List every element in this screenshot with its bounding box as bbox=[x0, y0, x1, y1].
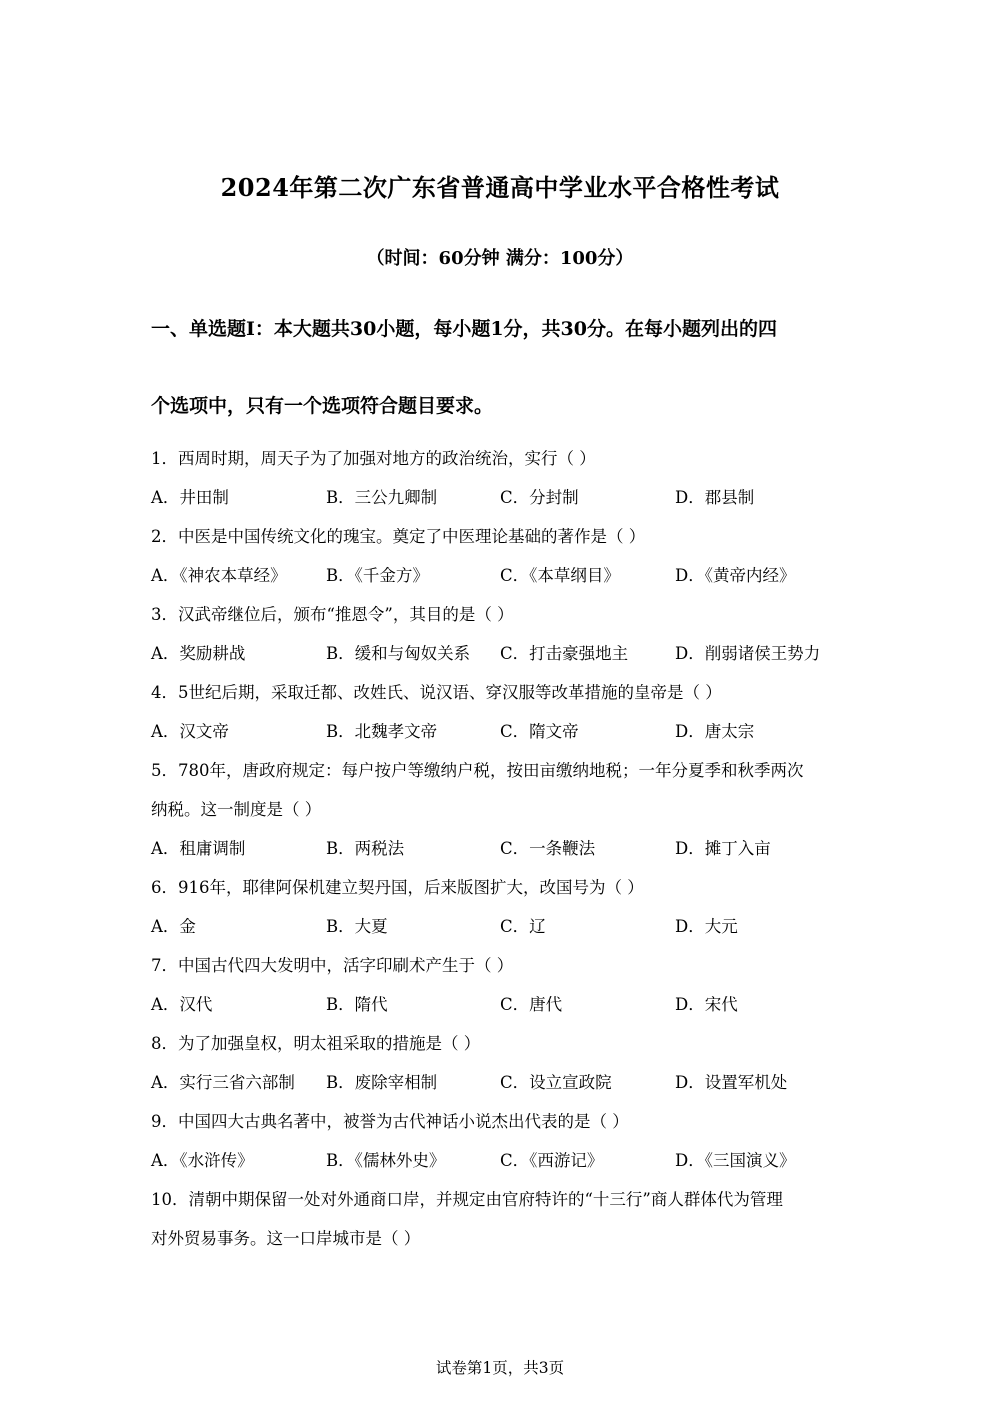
option-c: C．隋文帝 bbox=[500, 722, 579, 741]
option-d: D．《三国演义》 bbox=[675, 1151, 796, 1170]
question-1-text: 1．西周时期，周天子为了加强对地方的政治统治，实行（ ） bbox=[151, 449, 596, 468]
option-b: B．《儒林外史》 bbox=[326, 1151, 446, 1170]
option-b: B．大夏 bbox=[326, 917, 388, 936]
option-a: A．汉文帝 bbox=[151, 722, 229, 741]
section-heading-line-1: 一、单选题Ⅰ：本大题共30小题，每小题1分，共30分。在每小题列出的四 bbox=[151, 318, 777, 340]
option-c: C．打击豪强地主 bbox=[500, 644, 629, 663]
question-6-text: 6．916年，耶律阿保机建立契丹国，后来版图扩大，改国号为（ ） bbox=[151, 878, 644, 897]
option-b: B．两税法 bbox=[326, 839, 405, 858]
option-a: A．实行三省六部制 bbox=[151, 1073, 295, 1092]
option-c: C．《西游记》 bbox=[500, 1151, 604, 1170]
option-d: D．唐太宗 bbox=[675, 722, 755, 741]
option-d: D．设置军机处 bbox=[675, 1073, 788, 1092]
option-c: C．设立宣政院 bbox=[500, 1073, 612, 1092]
option-d: D．《黄帝内经》 bbox=[675, 566, 796, 585]
option-d: D．郡县制 bbox=[675, 488, 755, 507]
option-b: B．废除宰相制 bbox=[326, 1073, 438, 1092]
option-c: C．《本草纲目》 bbox=[500, 566, 620, 585]
option-a: A．租庸调制 bbox=[151, 839, 246, 858]
option-a: A．奖励耕战 bbox=[151, 644, 246, 663]
option-c: C．分封制 bbox=[500, 488, 579, 507]
option-a: A．汉代 bbox=[151, 995, 213, 1014]
option-d: D．削弱诸侯王势力 bbox=[675, 644, 821, 663]
question-9-text: 9．中国四大古典名著中，被誉为古代神话小说杰出代表的是（ ） bbox=[151, 1112, 629, 1131]
option-d: D．摊丁入亩 bbox=[675, 839, 771, 858]
question-7-text: 7．中国古代四大发明中，活字印刷术产生于（ ） bbox=[151, 956, 514, 975]
question-5-text-line-2: 纳税。这一制度是（ ） bbox=[151, 800, 322, 819]
question-6-options bbox=[151, 913, 851, 937]
option-a: A．《水浒传》 bbox=[151, 1151, 254, 1170]
option-a: A．《神农本草经》 bbox=[151, 566, 287, 585]
option-a: A．金 bbox=[151, 917, 196, 936]
question-2-text: 2．中医是中国传统文化的瑰宝。奠定了中医理论基础的著作是（ ） bbox=[151, 527, 646, 546]
question-4-options bbox=[151, 718, 851, 742]
option-b: B．北魏孝文帝 bbox=[326, 722, 438, 741]
question-8-options bbox=[151, 1069, 851, 1093]
option-a: A．井田制 bbox=[151, 488, 229, 507]
section-heading-line-2: 个选项中，只有一个选项符合题目要求。 bbox=[151, 395, 494, 417]
question-2-options bbox=[151, 562, 851, 586]
question-1-options bbox=[151, 484, 851, 508]
question-10-text-line-1: 10．清朝中期保留一处对外通商口岸，并规定由官府特许的“十三行”商人群体代为管理 bbox=[151, 1190, 783, 1209]
question-5-text-line-1: 5．780年，唐政府规定：每户按户等缴纳户税，按田亩缴纳地税；一年分夏季和秋季两次 bbox=[151, 761, 804, 780]
question-5-options bbox=[151, 835, 851, 859]
question-7-options bbox=[151, 991, 851, 1015]
exam-subtitle: （时间：60分钟 满分：100分） bbox=[366, 248, 634, 269]
option-b: B．三公九卿制 bbox=[326, 488, 438, 507]
question-3-options bbox=[151, 640, 851, 664]
question-4-text: 4．5世纪后期，采取迁都、改姓氏、说汉语、穿汉服等改革措施的皇帝是（ ） bbox=[151, 683, 722, 702]
option-c: C．唐代 bbox=[500, 995, 563, 1014]
question-8-text: 8．为了加强皇权，明太祖采取的措施是（ ） bbox=[151, 1034, 481, 1053]
question-10-text-line-2: 对外贸易事务。这一口岸城市是（ ） bbox=[151, 1229, 421, 1248]
option-d: D．宋代 bbox=[675, 995, 738, 1014]
question-9-options bbox=[151, 1147, 851, 1171]
option-b: B．隋代 bbox=[326, 995, 388, 1014]
exam-title: 2024年第二次广东省普通高中学业水平合格性考试 bbox=[220, 173, 780, 202]
option-b: B．《千金方》 bbox=[326, 566, 429, 585]
option-d: D．大元 bbox=[675, 917, 738, 936]
question-3-text: 3．汉武帝继位后，颁布“推恩令”，其目的是（ ） bbox=[151, 605, 514, 624]
option-b: B．缓和与匈奴关系 bbox=[326, 644, 471, 663]
option-c: C．一条鞭法 bbox=[500, 839, 596, 858]
page-footer: 试卷第1页，共3页 bbox=[435, 1359, 565, 1377]
option-c: C．辽 bbox=[500, 917, 546, 936]
